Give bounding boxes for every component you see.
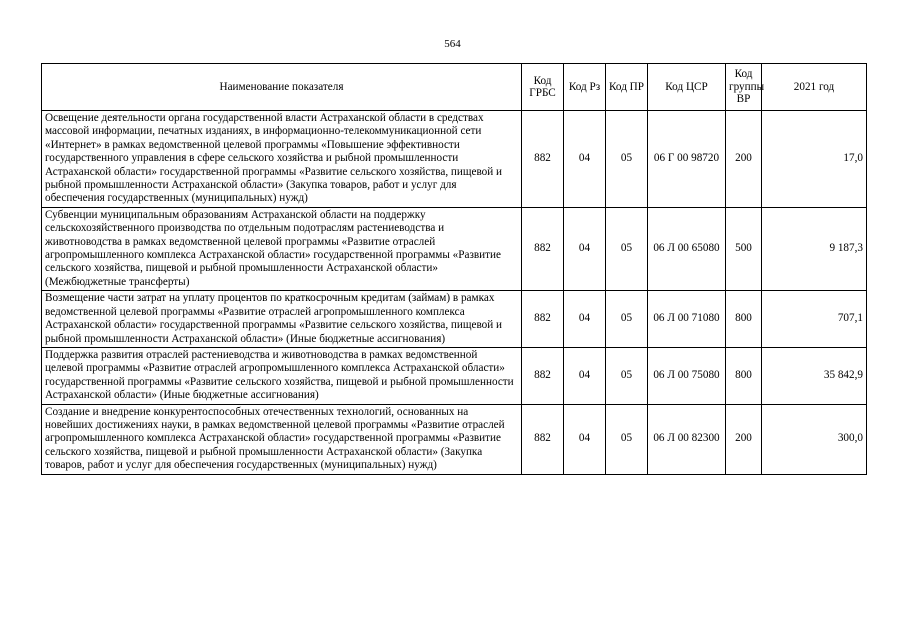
row-grbs: 882: [522, 291, 564, 348]
row-vr: 800: [726, 291, 762, 348]
row-grbs: 882: [522, 111, 564, 208]
row-vr: 200: [726, 404, 762, 474]
table-row: [42, 111, 867, 208]
table-row: [42, 404, 867, 474]
row-name: Субвенции муниципальным образованиям Астраханской области на поддержку сельскохозяйственного производства по отдельным подотраслям растениеводства и животноводства в рамках ведомственной целевой программы «Развитие отраслей агропромышленного комплекса Астраханской области» государственной программы «Развитие сельского хозяйства, пищевой и рыбной промышленности Астраханской области» (Межбюджетные трансферты): [42, 207, 522, 290]
row-pr: 05: [606, 347, 648, 404]
row-grbs: 882: [522, 347, 564, 404]
header-pr: Код ПР: [606, 64, 648, 111]
row-vr: 800: [726, 347, 762, 404]
row-rz: 04: [564, 207, 606, 290]
row-amount: 17,0: [762, 111, 867, 208]
row-grbs: 882: [522, 207, 564, 290]
table-row: [42, 347, 867, 404]
row-pr: 05: [606, 404, 648, 474]
row-name: Создание и внедрение конкурентоспособных отечественных технологий, основанных на новейших достижениях науки, в рамках ведомственной целевой программы «Развитие отраслей агропромышленного комплекса Астраханской области» государственной программы «Развитие сельского хозяйства, пищевой и рыбной промышленности Астраханской области» (Закупка товаров, работ и услуг для обеспечения государственных (муниципальных) нужд): [42, 404, 522, 474]
row-grbs: 882: [522, 404, 564, 474]
row-amount: 35 842,9: [762, 347, 867, 404]
row-csr: 06 Л 00 65080: [648, 207, 726, 290]
row-amount: 707,1: [762, 291, 867, 348]
row-name: Освещение деятельности органа государственной власти Астраханской области в средствах массовой информации, печатных изданиях, в информационно-телекоммуникационной сети «Интернет» в рамках ведомственной целевой программы «Повышение эффективности государственного управления в сфере сельского хозяйства и рыбной промышленности Астраханской области» государственной программы «Развитие сельского хозяйства, пищевой и рыбной промышленности Астраханской области» (Закупка товаров, работ и услуг для обеспечения государственных (муниципальных) нужд): [42, 111, 522, 208]
header-year: 2021 год: [762, 64, 867, 111]
row-csr: 06 Л 00 75080: [648, 347, 726, 404]
row-csr: 06 Л 00 71080: [648, 291, 726, 348]
row-rz: 04: [564, 404, 606, 474]
row-amount: 300,0: [762, 404, 867, 474]
row-csr: 06 Г 00 98720: [648, 111, 726, 208]
table-row: [42, 291, 867, 348]
header-vr: Код группы ВР: [726, 64, 762, 111]
header-rz: Код Рз: [564, 64, 606, 111]
row-pr: 05: [606, 207, 648, 290]
header-grbs: Код ГРБС: [522, 64, 564, 111]
page-number: 564: [444, 38, 461, 50]
row-amount: 9 187,3: [762, 207, 867, 290]
row-rz: 04: [564, 111, 606, 208]
row-rz: 04: [564, 291, 606, 348]
row-rz: 04: [564, 347, 606, 404]
row-vr: 500: [726, 207, 762, 290]
row-name: Возмещение части затрат на уплату процентов по краткосрочным кредитам (займам) в рамках ведомственной целевой программы «Развитие отраслей агропромышленного комплекса Астраханской области» государственной программы «Развитие сельского хозяйства, пищевой и рыбной промышленности Астраханской области» (Иные бюджетные ассигнования): [42, 291, 522, 348]
header-csr: Код ЦСР: [648, 64, 726, 111]
row-vr: 200: [726, 111, 762, 208]
row-pr: 05: [606, 291, 648, 348]
row-name: Поддержка развития отраслей растениеводства и животноводства в рамках ведомственной целевой программы «Развитие отраслей агропромышленного комплекса Астраханской области» государственной программы «Развитие сельского хозяйства, пищевой и рыбной промышленности Астраханской области» (Иные бюджетные ассигнования): [42, 347, 522, 404]
table-row: [42, 207, 867, 290]
header-name: Наименование показателя: [42, 64, 522, 111]
row-csr: 06 Л 00 82300: [648, 404, 726, 474]
budget-table: [41, 63, 867, 475]
row-pr: 05: [606, 111, 648, 208]
table-header-row: [42, 64, 867, 111]
